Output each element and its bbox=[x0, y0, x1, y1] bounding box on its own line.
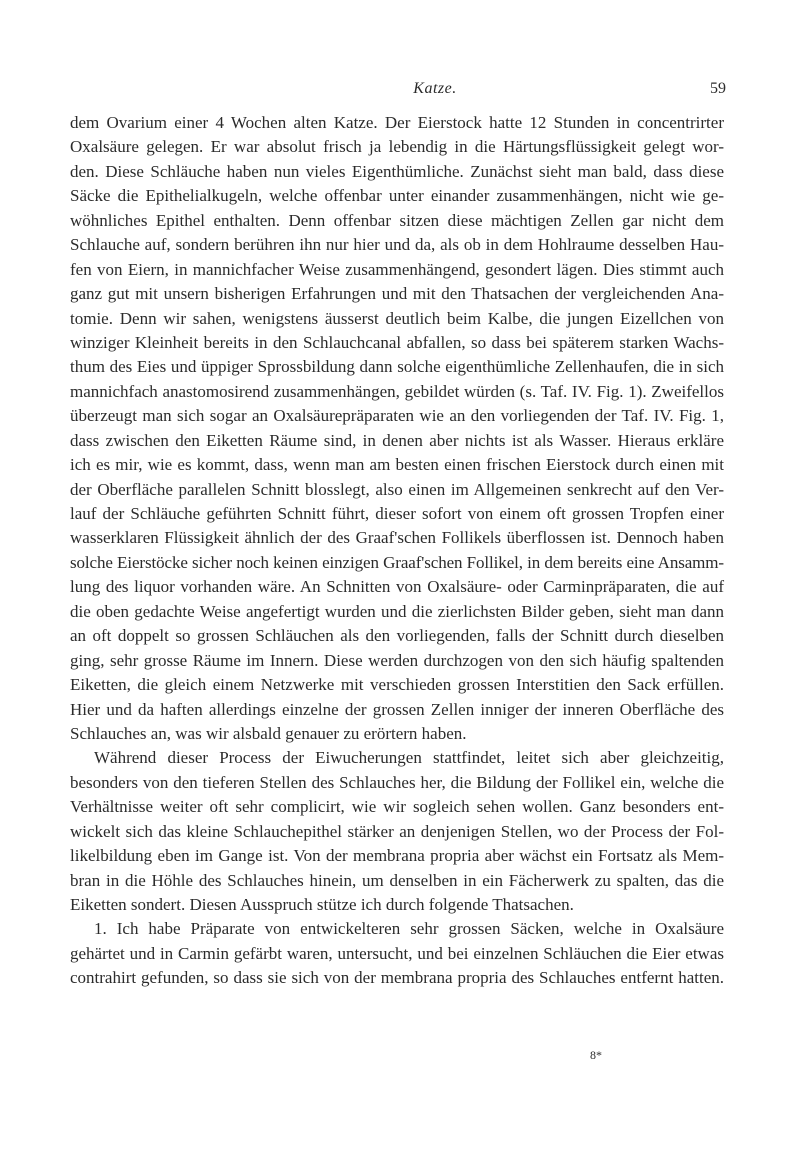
text-line: gehärtet und in Carmin gefärbt waren, untersucht, und bei einzelnen Schläuchen die Eier etwas bbox=[70, 943, 724, 963]
text-line: lung des liquor vorhanden wäre. An Schnitten von Oxalsäure- oder Carminpräparaten, die auf bbox=[70, 577, 724, 597]
text-line: winziger Kleinheit bereits in den Schlauchcanal abfallen, so dass bei späterem starken Wachs- bbox=[70, 332, 724, 352]
text-line: überzeugt man sich sogar an Oxalsäurepräparaten wie an den vorliegenden der Taf. IV. Fig. 1, bbox=[70, 406, 724, 426]
text-line: 1. Ich habe Präparate von entwickelteren sehr grossen Säcken, welche in Oxalsäure bbox=[94, 919, 724, 939]
text-line: ging, sehr grosse Räume im Innern. Diese werden durchzogen von den sich häufig spaltenden bbox=[70, 650, 724, 670]
text-line: bran in die Höhle des Schlauches hinein, um denselben in ein Fächerwerk zu spalten, das die bbox=[70, 870, 724, 890]
text-line: ganz gut mit unsern bisherigen Erfahrungen und mit den Thatsachen der vergleichenden Ana- bbox=[70, 284, 724, 304]
running-head bbox=[70, 80, 800, 104]
text-line: solche Eierstöcke sicher noch keinen einzigen Graaf'schen Follikel, in dem bereits eine Ansamm- bbox=[70, 552, 724, 572]
text-line: an oft doppelt so grossen Schläuchen als den vorliegenden, falls der Schnitt durch dieselben bbox=[70, 626, 724, 646]
text-line: dem Ovarium einer 4 Wochen alten Katze. Der Eierstock hatte 12 Stunden in concentrirter bbox=[70, 113, 724, 132]
text-line: Schlauches an, was wir alsbald genauer zu erörtern haben. bbox=[70, 723, 467, 743]
text-line: ich es mir, wie es kommt, dass, wenn man am besten einen frischen Eierstock durch einen mit bbox=[70, 455, 724, 475]
signature-mark: 8* bbox=[590, 1048, 602, 1062]
text-line: lauf der Schläuche geführten Schnitt führt, dieser sofort von einem oft grossen Tropfen einer bbox=[70, 504, 724, 523]
text-line: besonders von den tieferen Stellen des Schlauches her, die Bildung der Follikel ein, welche die bbox=[70, 772, 724, 792]
text-line: mannichfach anastomosirend zusammenhängen, gebildet würden (s. Taf. IV. Fig. 1). Zweifellos bbox=[70, 381, 724, 401]
text-line: Eiketten sondert. Diesen Ausspruch stütze ich durch folgende Thatsachen. bbox=[70, 895, 574, 914]
body-text bbox=[70, 111, 724, 991]
text-line: Verhältnisse weiter oft sehr complicirt, wie wir sogleich sehen wollen. Ganz besonders ent- bbox=[70, 797, 724, 817]
text-line: thum des Eies und üppiger Sprossbildung dann solche eigenthümliche Zellenhaufen, die in sich bbox=[70, 357, 724, 377]
page-number: 59 bbox=[710, 80, 726, 97]
text-line: Säcke die Epithelialkugeln, welche offenbar unter einander zusammenhängen, nicht wie ge- bbox=[70, 186, 724, 206]
text-line: Eiketten, die gleich einem Netzwerke mit verschieden grossen Interstitien den Sack erfüllen. bbox=[70, 675, 724, 695]
running-title: Katze. bbox=[413, 80, 457, 97]
text-line: die oben gedachte Weise angefertigt wurden und die zierlichsten Bilder geben, sieht man dann bbox=[70, 601, 724, 621]
text-line: contrahirt gefunden, so dass sie sich von der membrana propria des Schlauches entfernt hatten. bbox=[70, 968, 724, 988]
text-line: wickelt sich das kleine Schlauchepithel stärker an denjenigen Stellen, wo der Process der Fol- bbox=[70, 821, 724, 841]
text-line: Während dieser Process der Eiwucherungen stattfindet, leitet sich aber gleichzeitig, bbox=[94, 748, 724, 768]
text-line: Hier und da haften allerdings einzelne der grossen Zellen inniger der inneren Oberfläche des bbox=[70, 699, 724, 719]
text-line: fen von Eiern, in mannichfacher Weise zusammenhängend, gesondert lägen. Dies stimmt auch bbox=[70, 259, 724, 279]
text-line: Schlauche auf, sondern berühren ihn nur hier und da, als ob in dem Hohlraume desselben Hau- bbox=[70, 235, 724, 255]
text-line: dass zwischen den Eiketten Räume sind, in denen aber nichts ist als Wasser. Hieraus erkläre bbox=[70, 430, 724, 450]
text-line: wasserklaren Flüssigkeit ähnlich der des Graaf'schen Follikels überflossen ist. Dennoch haben bbox=[70, 528, 724, 548]
text-line: likelbildung eben im Gange ist. Von der membrana propria aber wächst ein Fortsatz als Mem- bbox=[70, 846, 724, 866]
text-line: den. Diese Schläuche haben nun vieles Eigenthümliche. Zunächst sieht man bald, dass diese bbox=[70, 161, 724, 181]
text-line: Oxalsäure gelegen. Er war absolut frisch ja lebendig in die Härtungsflüssigkeit gelegt wor- bbox=[70, 137, 724, 157]
text-line: wöhnliches Epithel enthalten. Denn offenbar sitzen diese mächtigen Zellen gar nicht dem bbox=[70, 210, 724, 230]
text-line: tomie. Denn wir sahen, wenigstens äusserst deutlich beim Kalbe, die jungen Eizellchen von bbox=[70, 308, 724, 328]
text-line: der Oberfläche parallelen Schnitt blosslegt, also einen im Allgemeinen senkrecht auf den Ver- bbox=[70, 479, 724, 499]
